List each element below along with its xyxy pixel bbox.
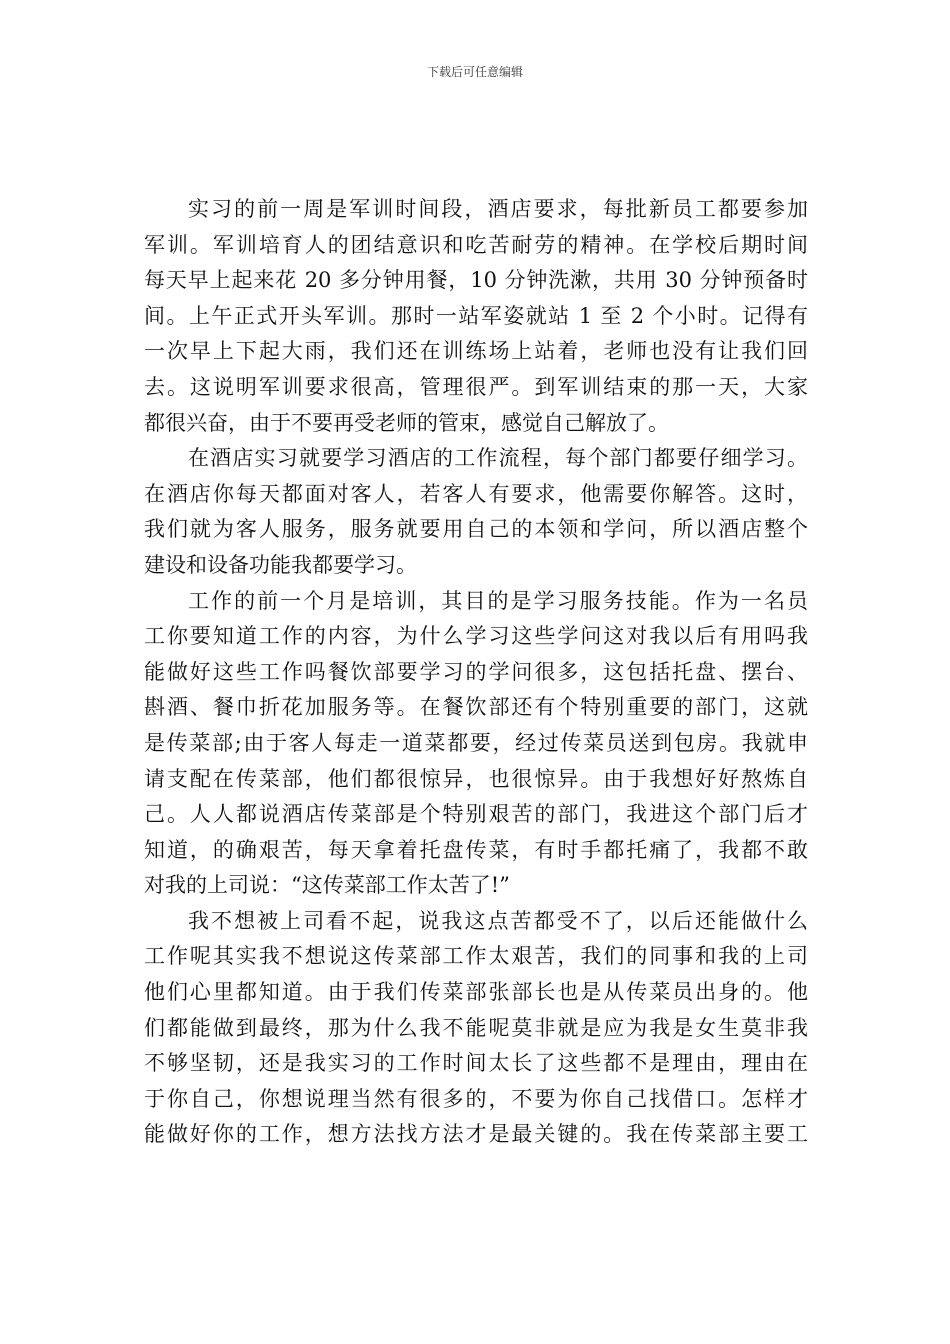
text-line: 己。人人都说酒店传菜部是个特别艰苦的部门，我进这个部门后才 — [144, 802, 808, 827]
text-line: 请支配在传菜部，他们都很惊异，也很惊异。由于我想好好熬炼自 — [144, 766, 808, 791]
text-line: 我不想被上司看不起，说我这点苦都受不了，以后还能做什么 — [188, 908, 808, 933]
text-line: 工作的前一个月是培训，其目的是学习服务技能。作为一名员 — [188, 588, 808, 613]
text-line: 间。上午正式开头军训。那时一站军姿就站 1 至 2 个小时。记得有 — [144, 303, 808, 328]
text-line: 我们就为客人服务，服务就要用自己的本领和学问，所以酒店整个 — [144, 517, 808, 542]
text-line: 能做好你的工作，想方法找方法才是最关键的。我在传菜部主要工 — [144, 1122, 808, 1147]
text-line: 对我的上司说：“这传菜部工作太苦了!” — [144, 873, 510, 898]
text-line: 一次早上下起大雨，我们还在训练场上站着，老师也没有让我们回 — [144, 339, 808, 364]
text-line: 斟酒、餐巾折花加服务等。在餐饮部还有个特别重要的部门，这就 — [144, 695, 808, 720]
text-line: 都很兴奋，由于不要再受老师的管束，感觉自己解放了。 — [144, 410, 669, 435]
text-line: 他们心里都知道。由于我们传菜部张部长也是从传菜员出身的。他 — [144, 980, 808, 1005]
paragraph-persistence — [144, 904, 808, 1153]
text-line: 去。这说明军训要求很高，管理很严。到军训结束的那一天，大家 — [144, 374, 808, 399]
text-line: 不够坚韧，还是我实习的工作时间太长了这些都不是理由，理由在 — [144, 1051, 808, 1076]
text-line: 于你自己，你想说理当然有很多的，不要为你自己找借口。怎样才 — [144, 1086, 808, 1111]
page-header: 下载后可任意编辑 — [426, 65, 523, 79]
document-body — [144, 192, 808, 1153]
text-line: 实习的前一周是军训时间段，酒店要求，每批新员工都要参加 — [188, 197, 808, 221]
text-line: 军训。军训培育人的团结意识和吃苦耐劳的精神。在学校后期时间 — [144, 232, 808, 257]
text-line: 知道，的确艰苦，每天拿着托盘传菜，有时手都托痛了，我都不敢 — [144, 837, 808, 862]
text-line: 在酒店实习就要学习酒店的工作流程，每个部门都要仔细学习。 — [188, 446, 808, 471]
text-line: 每天早上起来花 20 多分钟用餐，10 分钟洗漱，共用 30 分钟预备时 — [144, 268, 808, 293]
paragraph-training-month — [144, 584, 808, 904]
text-line: 是传菜部;由于客人每走一道菜都要，经过传菜员送到包房。我就申 — [144, 730, 808, 755]
paragraph-hotel-workflow — [144, 441, 808, 583]
text-line: 建设和设备功能我都要学习。 — [144, 552, 417, 577]
paragraph-military-training — [144, 192, 808, 441]
text-line: 在酒店你每天都面对客人，若客人有要求，他需要你解答。这时， — [144, 481, 808, 506]
text-line: 工你要知道工作的内容，为什么学习这些学问这对我以后有用吗我 — [144, 624, 808, 649]
text-line: 工作呢其实我不想说这传菜部工作太艰苦，我们的同事和我的上司 — [144, 944, 808, 969]
text-line: 能做好这些工作吗餐饮部要学习的学问很多，这包括托盘、摆台、 — [144, 659, 808, 684]
text-line: 们都能做到最终，那为什么我不能呢莫非就是应为我是女生莫非我 — [144, 1015, 808, 1040]
